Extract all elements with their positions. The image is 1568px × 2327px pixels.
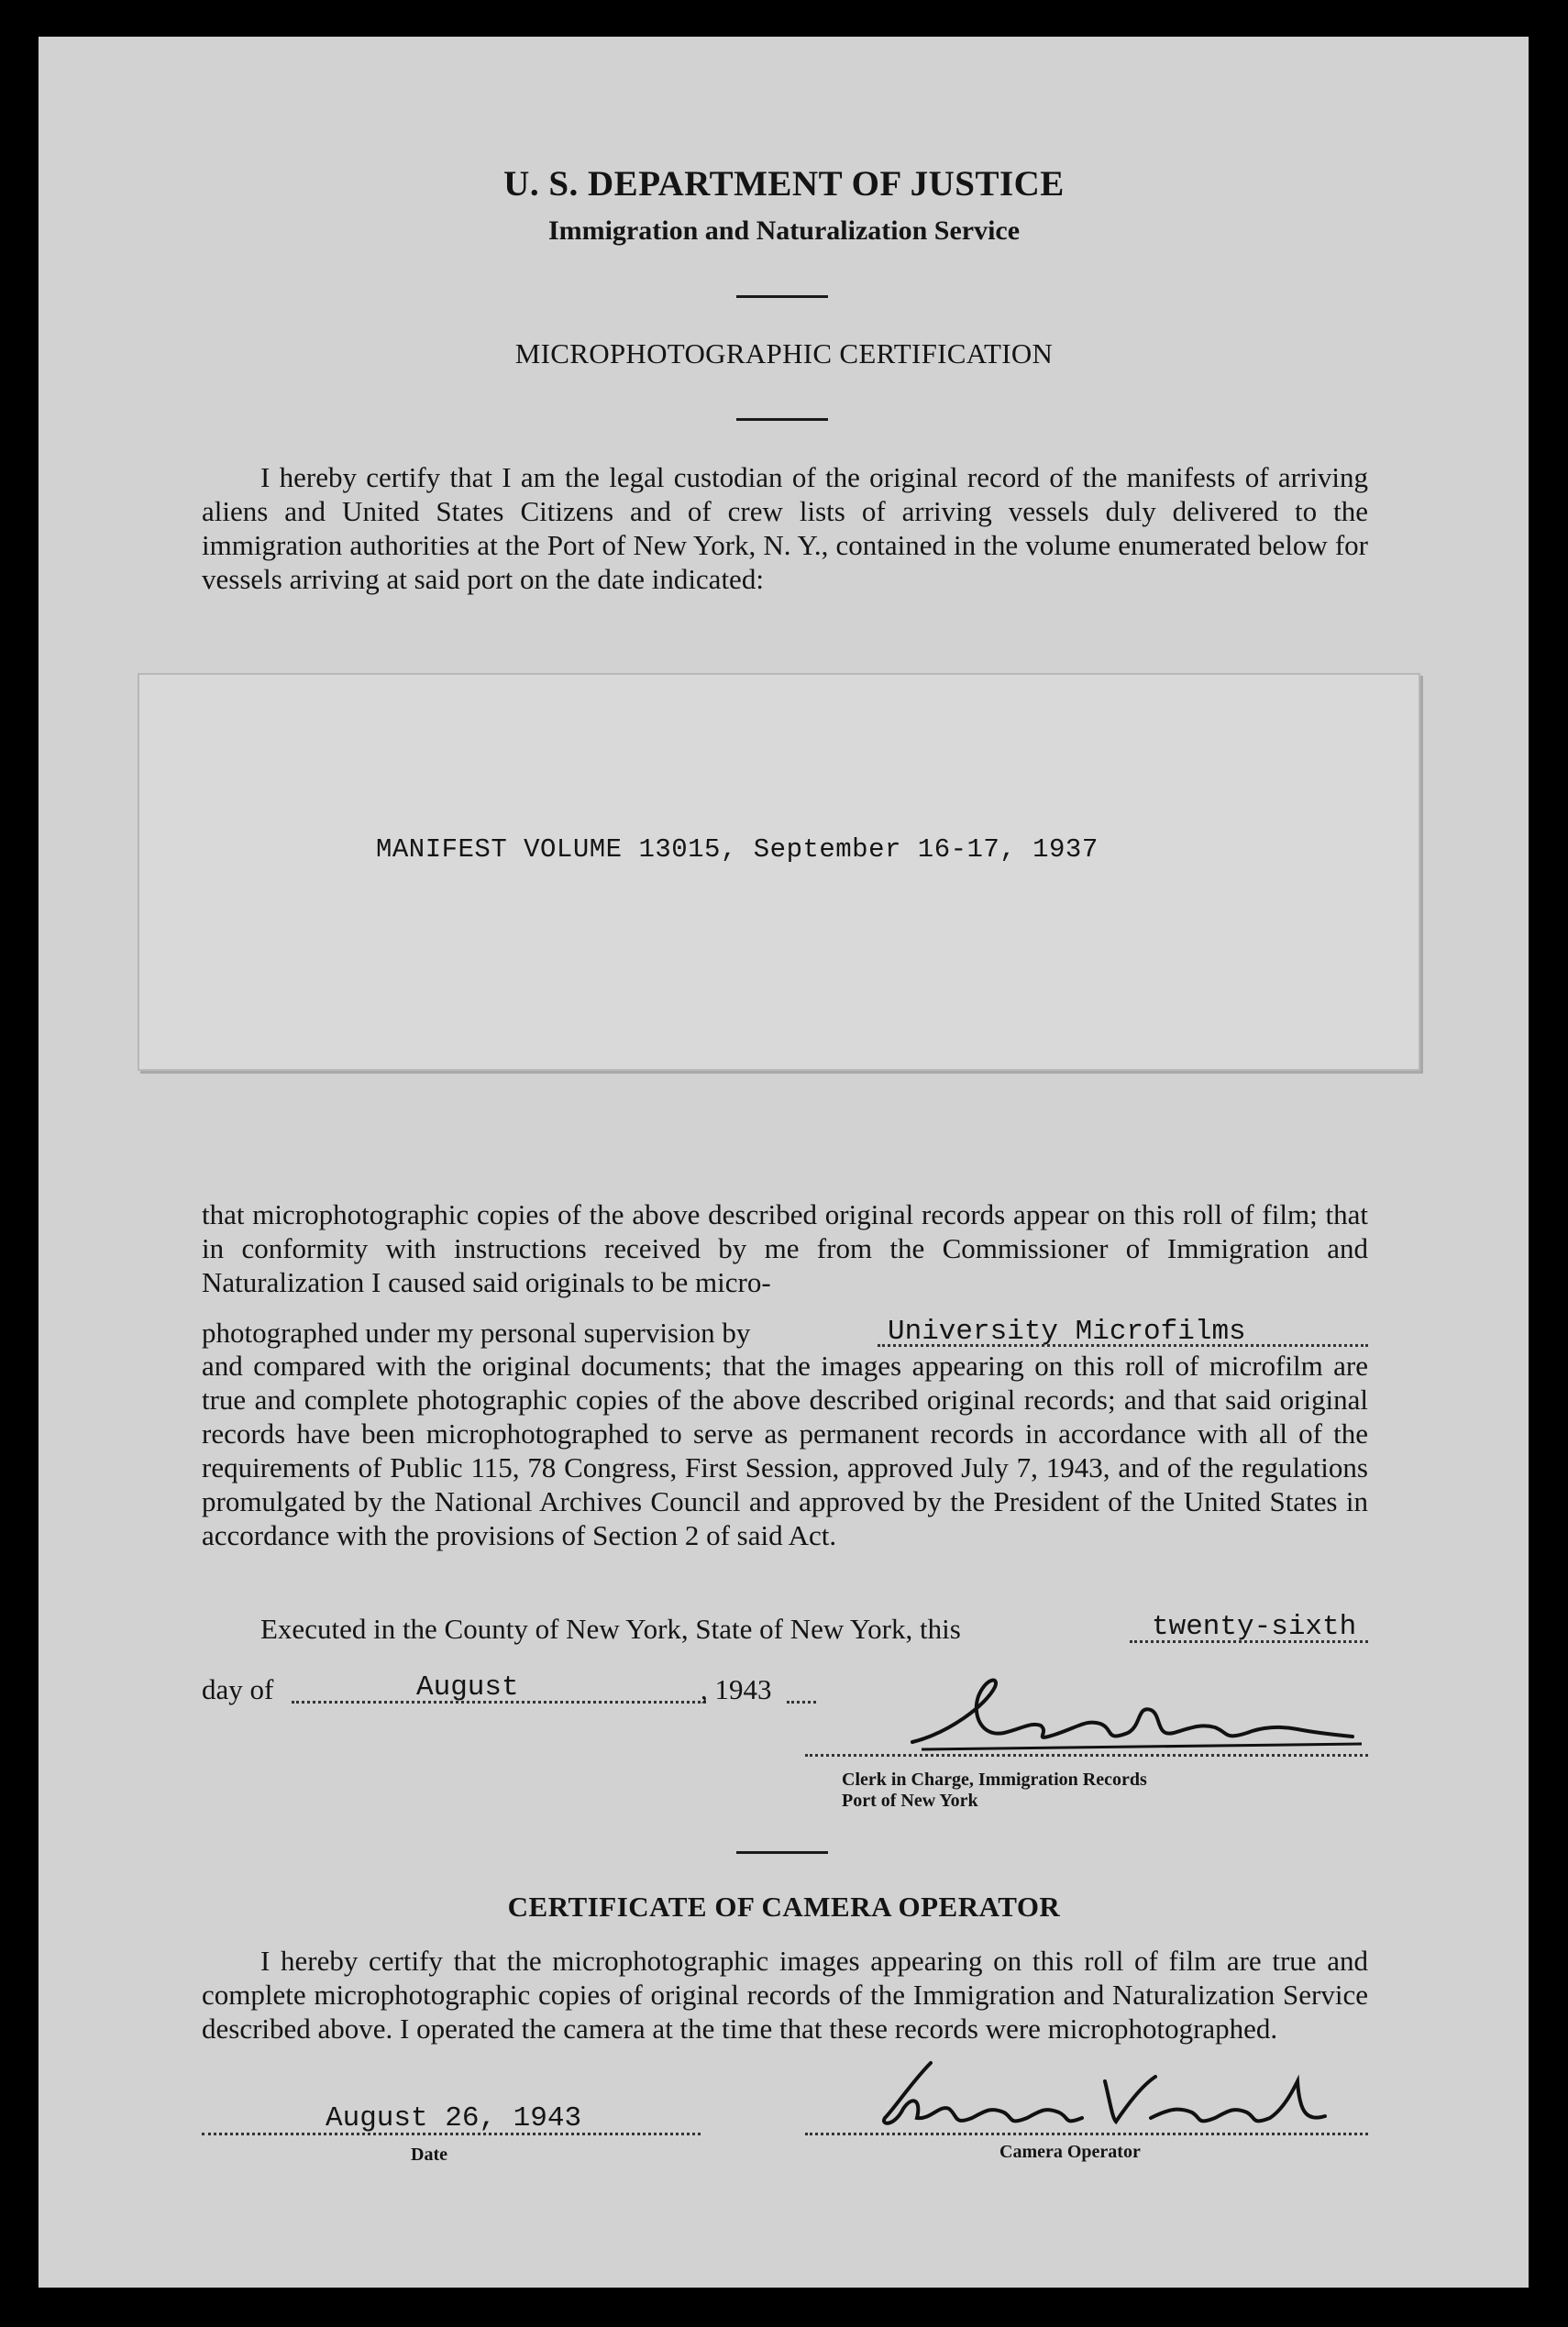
executed-month: August <box>416 1671 519 1704</box>
service-subheading: Immigration and Naturalization Service <box>547 215 1021 246</box>
camera-operator-paragraph: I hereby certify that the microphotographic images appearing on this roll of film are true and complete microphotographic copies of original records of the Immigration and Naturalization Service described above. I operated the camera at the time that these records were microphotographed. <box>202 1945 1368 2045</box>
supervision-line <box>202 1316 750 1350</box>
year-text <box>701 1672 772 1706</box>
year-prefix: , 194 <box>701 1673 757 1705</box>
intro-paragraph: I hereby certify that I am the legal custodian of the original record of the manifests of arriving aliens and United States Citizens and of crew lists of arriving vessels duly delivered to the immigration authorities at the Port of New York, N. Y., contained in the volume enumerated below for vessels arriving at said port on the date indicated: <box>202 461 1368 595</box>
signer-location: Port of New York <box>842 1791 978 1811</box>
day-of-label: day of <box>202 1673 274 1705</box>
supervision-prefix: photographed under my personal supervision by <box>202 1317 751 1349</box>
executed-prefix: Executed in the County of New York, State of New York, this <box>260 1613 961 1645</box>
certification-body-part2: and compared with the original documents; that the images appearing on this roll of microfilm are true and complete photographic copies of the above described original records; and that said original records have been microphotographed to serve as permanent records in accordance with all of the requirements of Public 115, 78 Congress, First Session, approved July 7, 1943, and of the regulations promulgated by the National Archives Council and approved by the President of the United States in accordance with the provisions of Section 2 of said Act. <box>202 1350 1368 1551</box>
date-label: Date <box>411 2145 447 2165</box>
certification-date: August 26, 1943 <box>326 2102 582 2134</box>
year-digit: 3 <box>757 1673 772 1705</box>
executed-day: twenty-sixth <box>1152 1611 1357 1643</box>
department-heading: U. S. DEPARTMENT OF JUSTICE <box>503 164 1065 204</box>
divider-rule <box>736 1851 828 1854</box>
microfilm-company: University Microfilms <box>888 1316 1246 1348</box>
divider-rule <box>736 295 828 298</box>
certificate-title: MICROPHOTOGRAPHIC CERTIFICATION <box>514 337 1054 369</box>
operator-label: Camera Operator <box>999 2142 1141 2162</box>
divider-rule <box>736 418 828 421</box>
camera-operator-signature <box>876 2054 1334 2136</box>
camera-operator-title: CERTIFICATE OF CAMERA OPERATOR <box>507 1891 1061 1923</box>
certification-body-part1: that microphotographic copies of the above described original records appear on this roll of film; that in conformity with instructions received by me from the Commissioner of Immigration and Naturalization I caused said originals to be micro- <box>202 1198 1368 1298</box>
dotted-fill-line <box>787 1701 816 1704</box>
clerk-signature <box>894 1669 1371 1760</box>
signer-title: Clerk in Charge, Immigration Records <box>842 1770 1147 1790</box>
manifest-entry: MANIFEST VOLUME 13015, September 16-17, 1937 <box>376 834 1099 865</box>
manifest-label-box <box>138 673 1420 1071</box>
